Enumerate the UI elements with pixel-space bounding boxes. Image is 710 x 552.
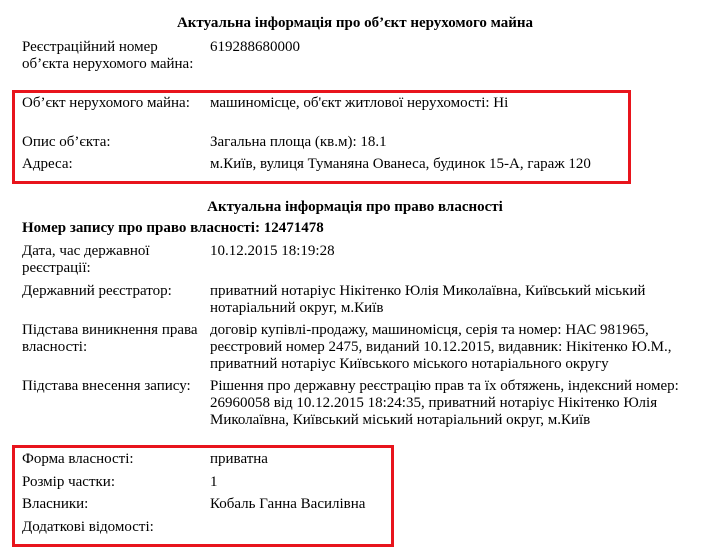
label-property-object: Об’єкт нерухомого майна:: [22, 95, 190, 111]
value-property-object: машиномісце, об'єкт житлової нерухомості: Ні: [210, 95, 509, 111]
label-ownership-form: Форма власності:: [22, 451, 134, 467]
value-ownership-basis: договір купівлі-продажу, машиномісця, серія та номер: НАС 981965, реєстровий номер 2475, виданий 10.12.2015, видавник: Нікітенко Ю.М., приватний нотаріус Київського міського нотаріального округу: [210, 322, 672, 372]
value-object-description: Загальна площа (кв.м): 18.1: [210, 134, 387, 150]
label-additional-info: Додаткові відомості:: [22, 519, 154, 535]
label-owners: Власники:: [22, 496, 89, 512]
value-owners: Кобаль Ганна Василівна: [210, 496, 366, 512]
section-title-property: Актуальна інформація про об’єкт нерухомого майна: [176, 15, 534, 31]
label-registration-number: Реєстраційний номер об’єкта нерухомого майна:: [22, 39, 194, 72]
label-share-size: Розмір частки:: [22, 474, 115, 490]
value-state-registrar: приватний нотаріус Нікітенко Юлія Миколаївна, Київський міський нотаріальний округ, м.Київ: [210, 283, 646, 316]
value-address: м.Київ, вулиця Туманяна Ованеса, будинок 15-А, гараж 120: [210, 156, 591, 172]
highlight-box-ownership: [12, 445, 394, 547]
label-state-registrar: Державний реєстратор:: [22, 283, 172, 299]
label-object-description: Опис об’єкта:: [22, 134, 111, 150]
record-number-title: Номер запису про право власності: 12471478: [22, 220, 324, 236]
value-ownership-form: приватна: [210, 451, 268, 467]
highlight-box-object: [12, 90, 631, 184]
value-registration-date: 10.12.2015 18:19:28: [210, 243, 335, 259]
value-record-basis: Рішення про державну реєстрацію прав та їх обтяжень, індексний номер: 26960058 від 10.12.2015 18:24:35, приватний нотаріус Нікітенко Юлія Миколаївна, Київський міський нотаріальний округ, м.Київ: [210, 378, 679, 428]
value-registration-number: 619288680000: [210, 39, 300, 55]
label-ownership-basis: Підстава виникнення права власності:: [22, 322, 198, 355]
section-title-ownership: Актуальна інформація про право власності: [207, 199, 503, 215]
label-address: Адреса:: [22, 156, 73, 172]
label-registration-date: Дата, час державної реєстрації:: [22, 243, 150, 276]
value-share-size: 1: [210, 474, 218, 490]
label-record-basis: Підстава внесення запису:: [22, 378, 191, 394]
